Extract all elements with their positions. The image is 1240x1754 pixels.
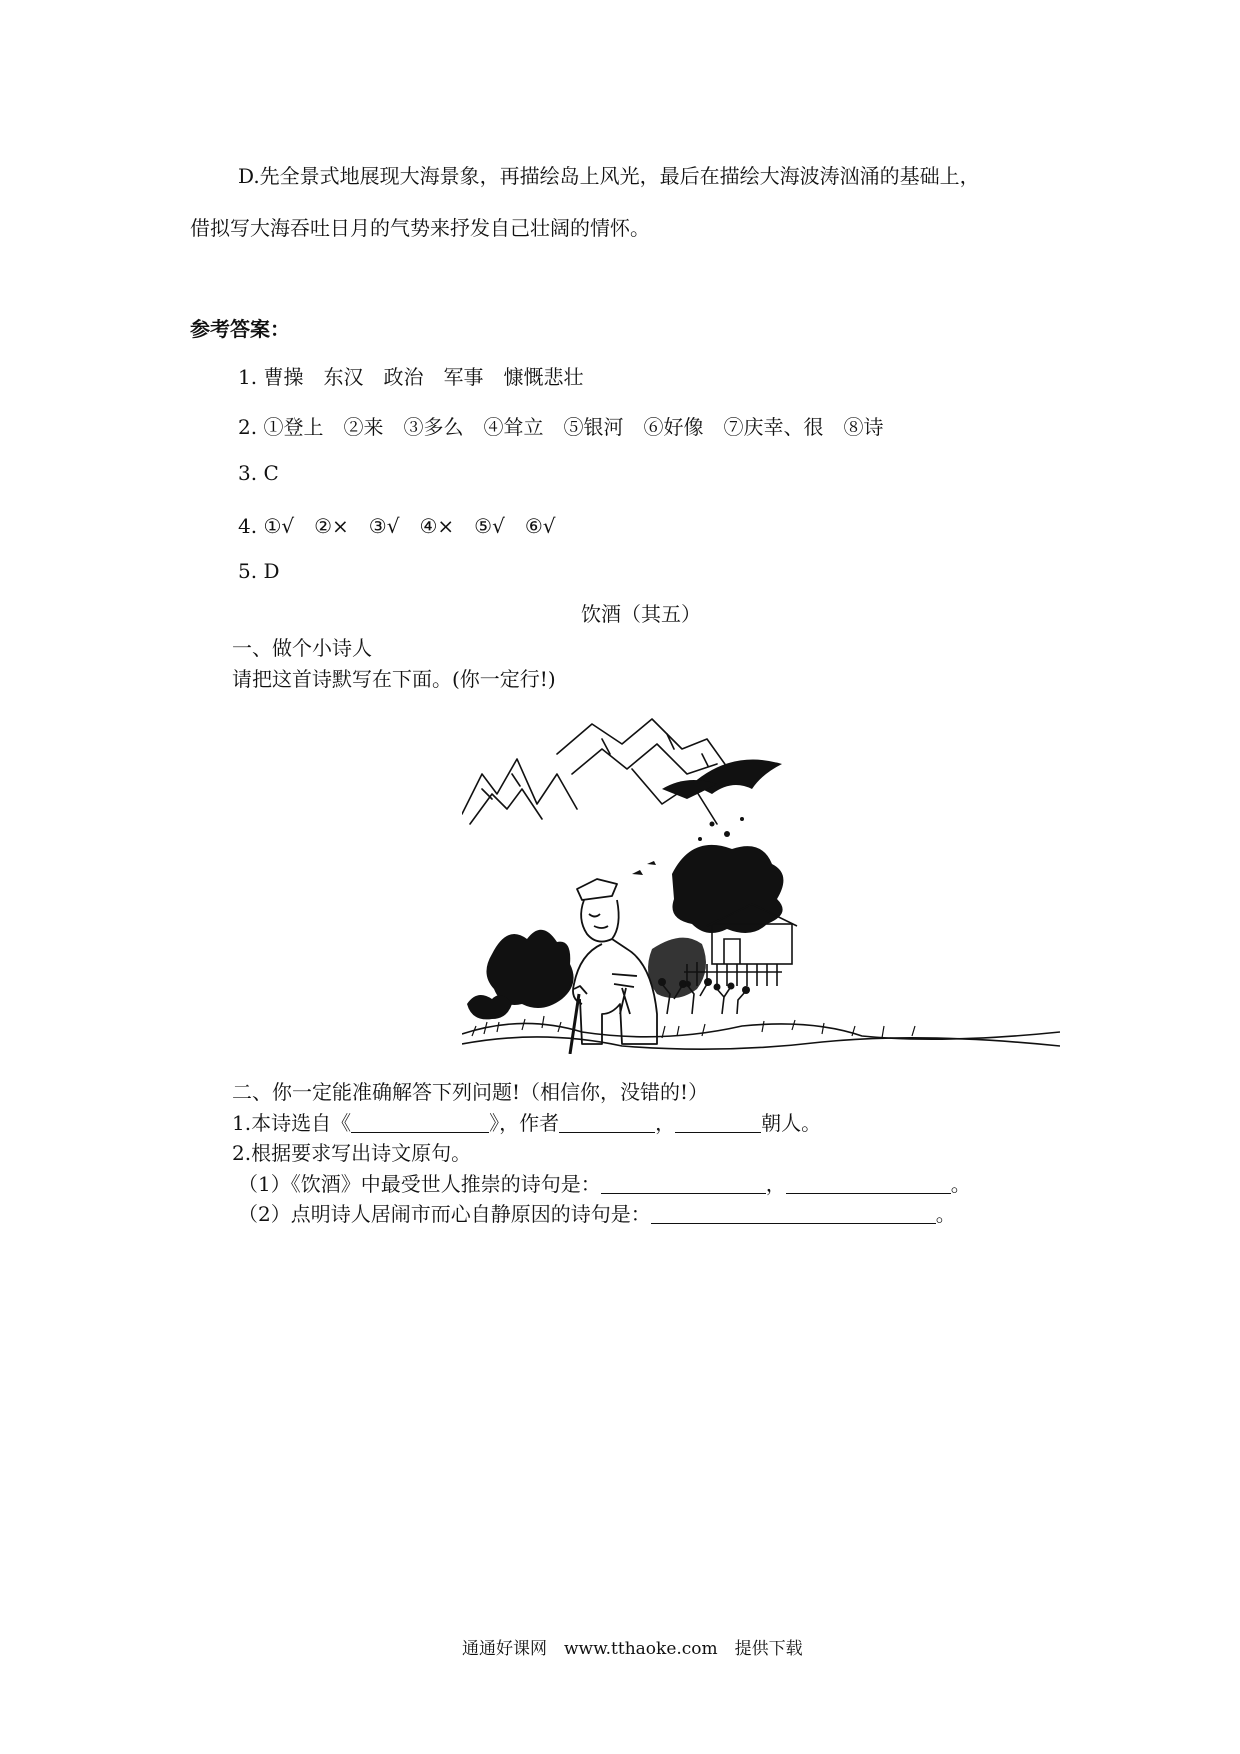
poet-illustration [462, 714, 1060, 1054]
question-1-text-c: ， [655, 1111, 676, 1135]
answers-heading: 参考答案： [190, 317, 290, 341]
part1-instruction: 请把这首诗默写在下面。(你一定行!) [232, 667, 556, 691]
poem-title: 饮酒（其五） [581, 602, 701, 626]
question-2-2-text-b: 。 [935, 1202, 956, 1226]
question-1-text-d: 朝人。 [761, 1111, 822, 1135]
famous-line-blank-2[interactable] [786, 1173, 951, 1194]
question-2-1-text-b: ， [765, 1172, 786, 1196]
book-title-blank[interactable] [351, 1112, 489, 1133]
question-2-1-text-c: 。 [950, 1172, 971, 1196]
question-1-text-b: 》，作者 [489, 1111, 560, 1135]
answer-item-3: 3. C [238, 461, 279, 485]
question-2-2-text-a: （2）点明诗人居闹市而心自静原因的诗句是： [238, 1202, 651, 1226]
question-1-text-a: 1.本诗选自《 [232, 1111, 352, 1135]
part2-heading: 二、你一定能准确解答下列问题!（相信你，没错的!） [232, 1080, 709, 1104]
part1-heading: 一、做个小诗人 [232, 636, 372, 660]
dynasty-blank[interactable] [675, 1112, 761, 1133]
question-2-1-text-a: （1）《饮酒》中最受世人推崇的诗句是： [238, 1172, 601, 1196]
answer-item-5: 5. D [238, 559, 280, 583]
footer-text: 通通好课网 www.tthaoke.com 提供下载 [462, 1639, 803, 1659]
option-d-line2: 借拟写大海吞吐日月的气势来抒发自己壮阔的情怀。 [190, 216, 650, 240]
famous-line-blank-1[interactable] [601, 1173, 766, 1194]
answer-item-4: 4. ①√ ②× ③√ ④× ⑤√ ⑥√ [238, 514, 556, 538]
question-2-1 [238, 1168, 971, 1197]
question-2-heading: 2.根据要求写出诗文原句。 [232, 1141, 472, 1165]
answer-item-2: 2. ①登上 ②来 ③多么 ④耸立 ⑤银河 ⑥好像 ⑦庆幸、很 ⑧诗 [238, 415, 884, 439]
author-blank[interactable] [559, 1112, 655, 1133]
question-2-2 [238, 1198, 956, 1227]
answer-item-1: 1. 曹操 东汉 政治 军事 慷慨悲壮 [238, 365, 584, 389]
question-1 [232, 1107, 821, 1136]
reason-line-blank[interactable] [651, 1203, 936, 1224]
option-d-line1: D.先全景式地展现大海景象，再描绘岛上风光，最后在描绘大海波涛汹涌的基础上， [238, 164, 980, 188]
